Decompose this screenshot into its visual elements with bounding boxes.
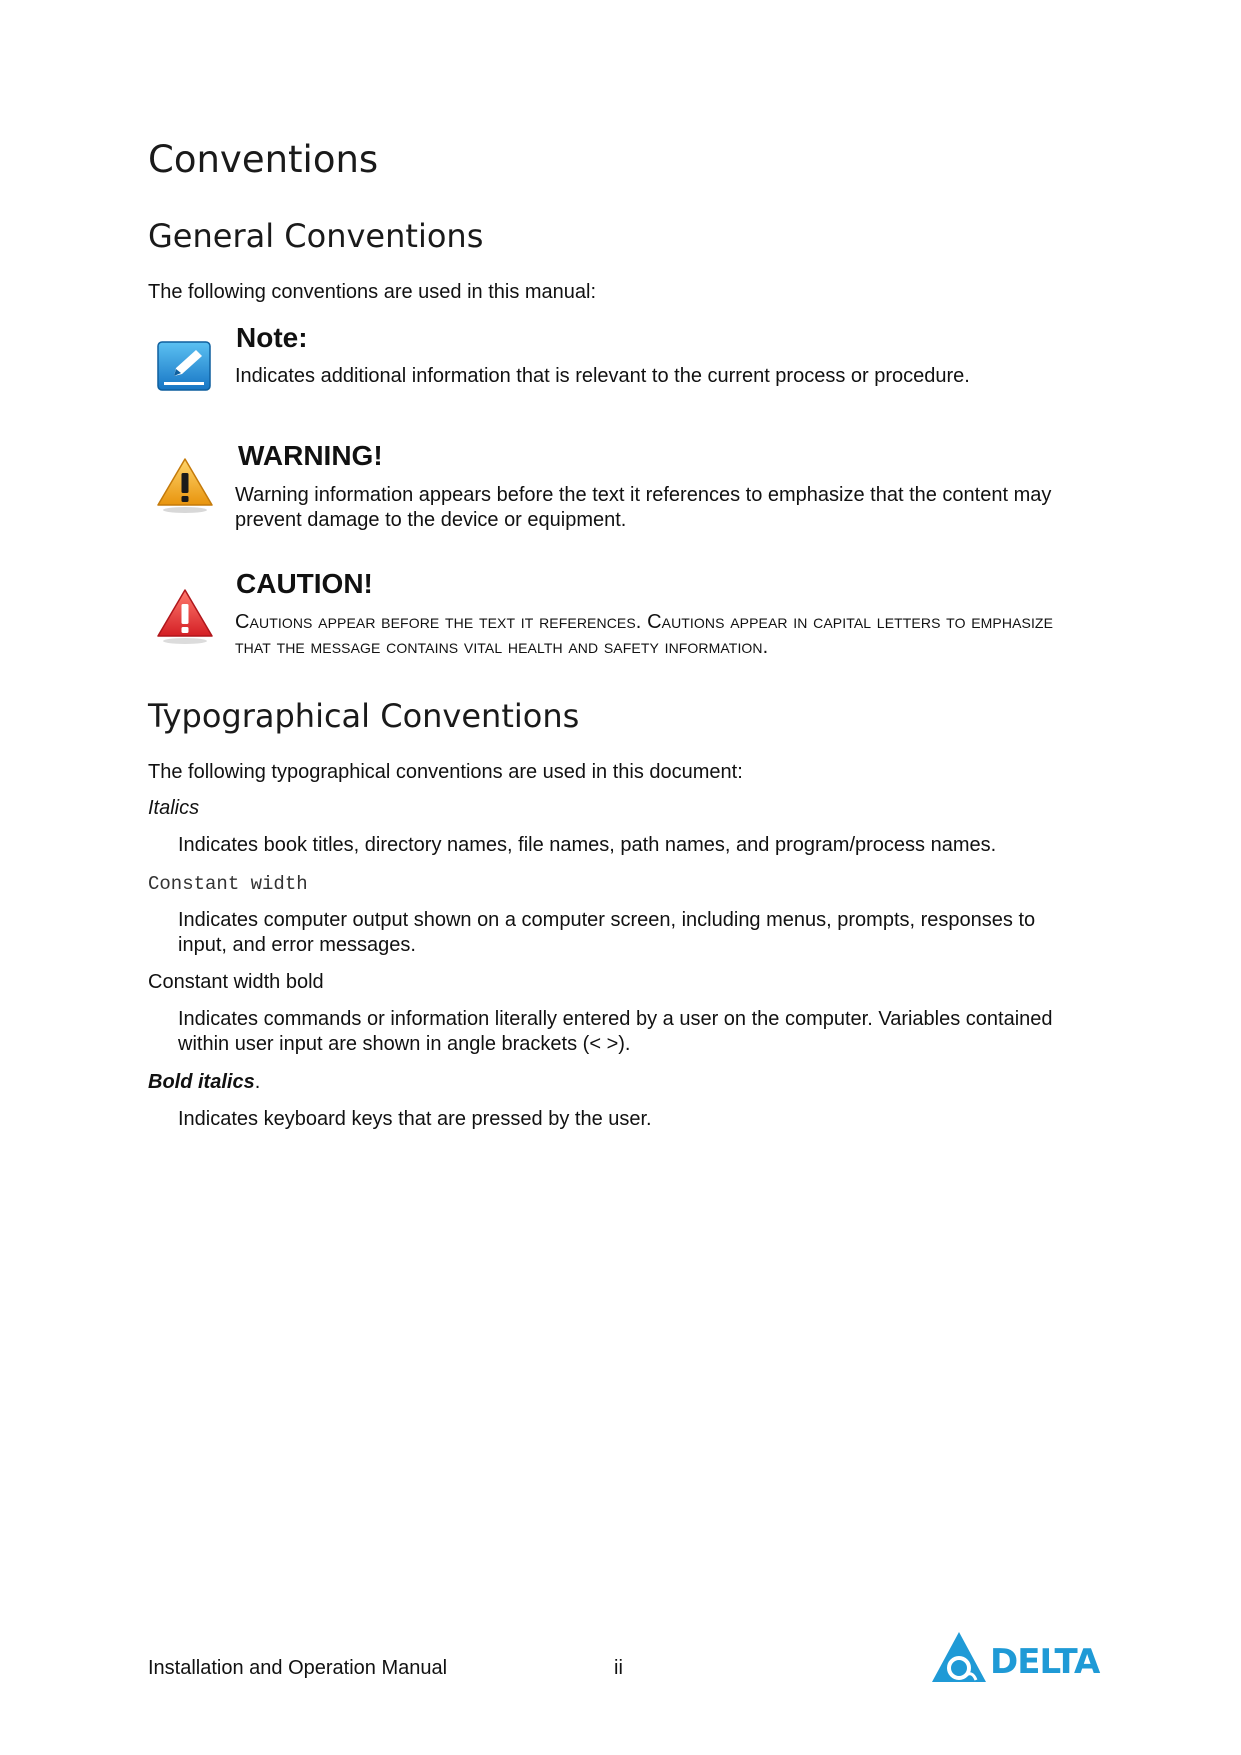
footer-page-number: ii: [614, 1657, 623, 1679]
warning-text: Warning information appears before the text it references to emphasize that the content may prevent damage to the device or equipment.: [235, 484, 1052, 531]
page-title: Conventions: [148, 138, 379, 181]
term-italics: Italics: [148, 797, 200, 819]
desc-constant-width-bold: Indicates commands or information literally entered by a user on the computer. Variables contained within user input are shown in angle brackets (< >).: [178, 1008, 1053, 1055]
term-constant-width-bold: Constant width bold: [148, 971, 324, 993]
typographical-conventions-heading: Typographical Conventions: [148, 697, 580, 735]
term-bold-italics-period: .: [254, 1071, 261, 1093]
caution-title: CAUTION!: [236, 568, 373, 599]
note-text: Indicates additional information that is relevant to the current process or procedure.: [235, 365, 970, 387]
note-pencil-icon: [154, 338, 214, 396]
desc-constant-width: Indicates computer output shown on a computer screen, including menus, prompts, responses to input, and error messages.: [178, 909, 1036, 956]
desc-bold-italics: Indicates keyboard keys that are pressed by the user.: [178, 1108, 652, 1130]
warning-title: WARNING!: [238, 440, 383, 471]
warning-triangle-icon: [154, 455, 216, 515]
footer-manual-title: Installation and Operation Manual: [148, 1657, 448, 1679]
desc-italics: Indicates book titles, directory names, file names, path names, and program/process names.: [178, 834, 997, 856]
caution-text: Cautions appear before the text it references. Cautions appear in capital letters to emphasize that the message contains vital health and safety information.: [235, 611, 1054, 658]
general-conventions-heading: General Conventions: [148, 217, 484, 255]
note-title: Note:: [236, 322, 308, 353]
delta-logo: [932, 1630, 1100, 1686]
typographical-intro: The following typographical conventions are used in this document:: [148, 761, 743, 783]
term-bold-italics-label: Bold italics: [148, 1071, 255, 1093]
general-intro: The following conventions are used in this manual:: [148, 281, 597, 303]
term-bold-italics: [148, 1070, 260, 1095]
caution-triangle-icon: [154, 586, 216, 646]
term-constant-width: Constant width: [148, 873, 308, 895]
delta-logo-text: DELTA: [990, 1642, 1100, 1682]
